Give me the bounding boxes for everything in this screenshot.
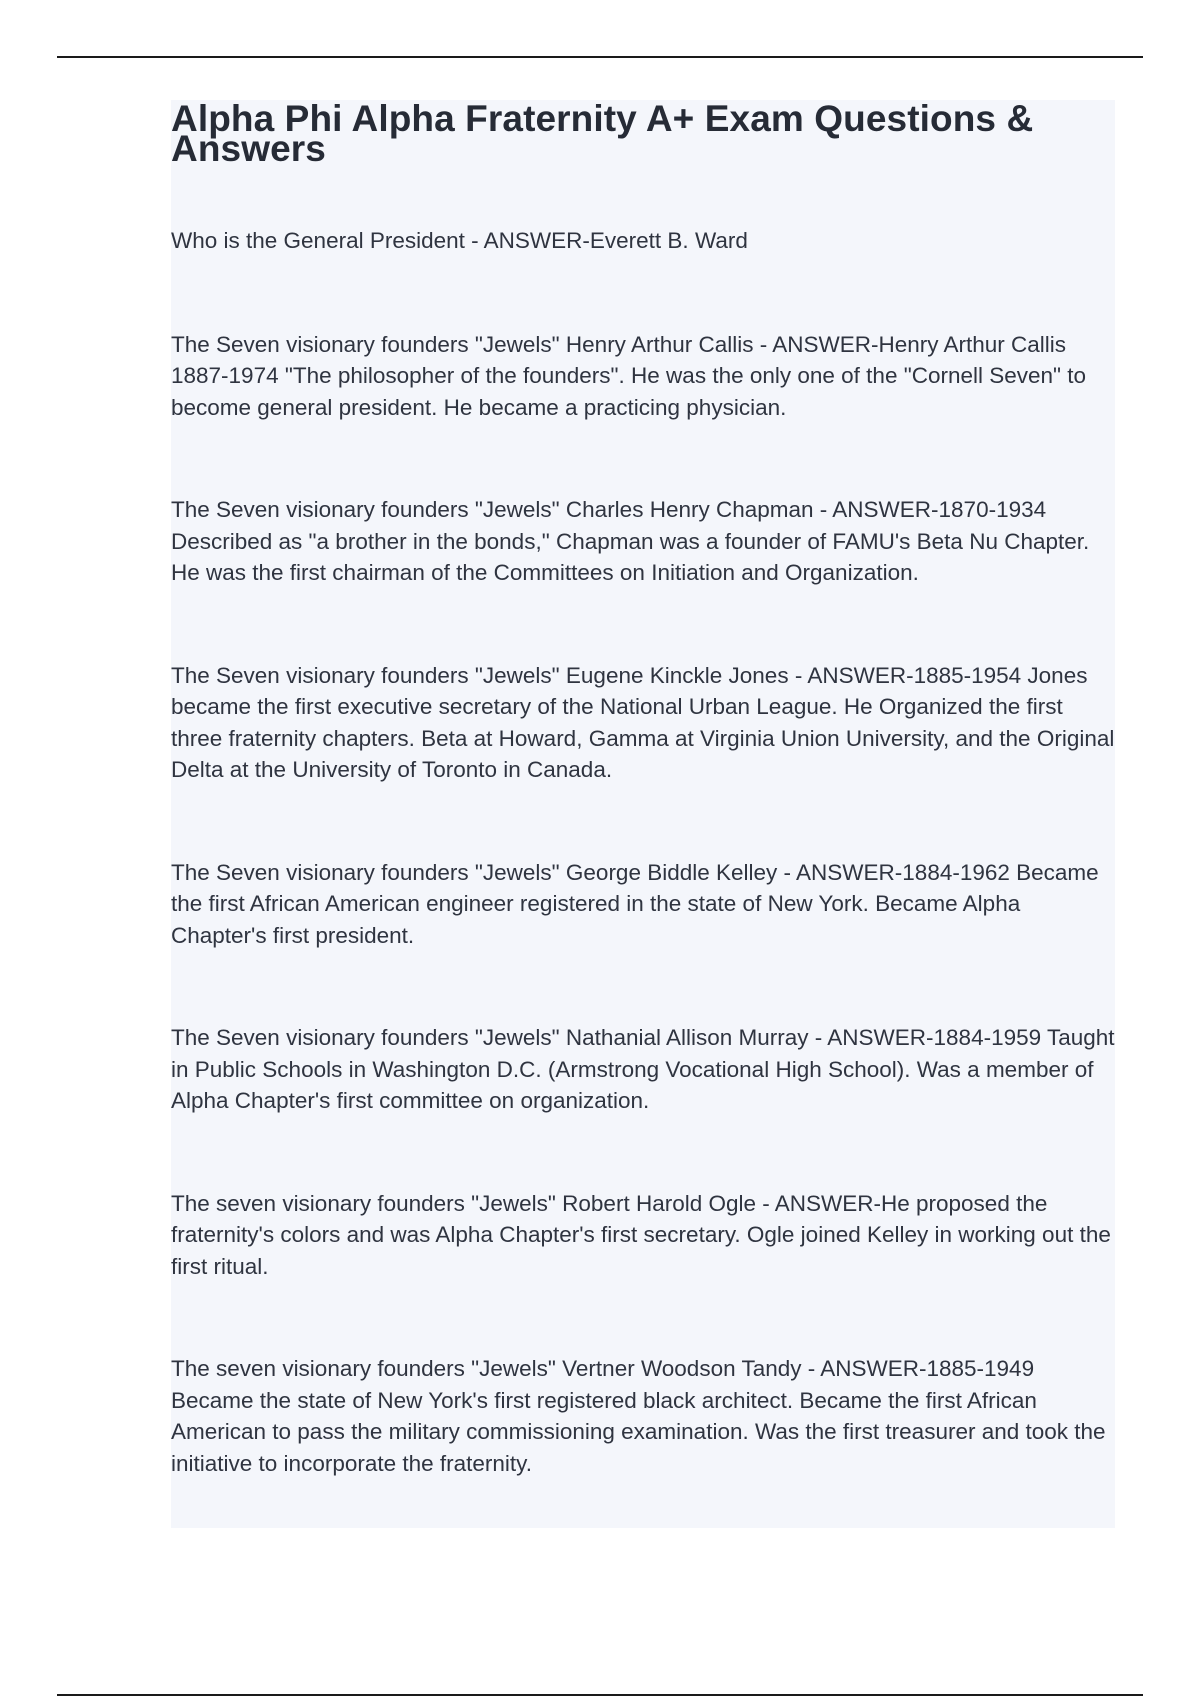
bottom-divider bbox=[57, 1694, 1143, 1696]
qa-item-callis: The Seven visionary founders "Jewels" Henry Arthur Callis - ANSWER-Henry Arthur Callis 1887-1974 "The philosopher of the founders". He was the only one of the "Cornell Seven" to become general president. He became a practicing physician. bbox=[171, 331, 1087, 420]
qa-item-murray: The Seven visionary founders "Jewels" Nathanial Allison Murray - ANSWER-1884-1959 Taught in Public Schools in Washington D.C. (Armstrong Vocational High School). Was a member of Alpha Chapter's first committee on organization. bbox=[171, 1025, 1115, 1113]
qa-item-general-president: Who is the General President - ANSWER-Everett B. Ward bbox=[171, 228, 748, 253]
qa-item-kelley: The Seven visionary founders "Jewels" George Biddle Kelley - ANSWER-1884-1962 Became the first African American engineer registered in the state of New York. Became Alpha Chapter's first president. bbox=[171, 859, 1099, 948]
qa-item-jones: The Seven visionary founders "Jewels" Eugene Kinckle Jones - ANSWER-1885-1954 Jones became the first executive secretary of the National Urban League. He Organized the first three fraternity chapters. Beta at Howard, Gamma at Virginia Union University, and the Original Delta at the University of Toronto in Canada. bbox=[171, 662, 1115, 782]
qa-list bbox=[171, 225, 1115, 1550]
document-body bbox=[171, 100, 1115, 1528]
document-title: Alpha Phi Alpha Fraternity A+ Exam Questions & Answers bbox=[171, 98, 1034, 169]
top-divider bbox=[57, 56, 1143, 58]
qa-item-tandy: The seven visionary founders "Jewels" Vertner Woodson Tandy - ANSWER-1885-1949 Became the state of New York's first registered black architect. Became the first African American to pass the military commissioning examination. Was the first treasurer and took the initiative to incorporate the fraternity. bbox=[171, 1356, 1106, 1476]
qa-item-ogle: The seven visionary founders "Jewels" Robert Harold Ogle - ANSWER-He proposed the fraternity's colors and was Alpha Chapter's first secretary. Ogle joined Kelley in working out the first ritual. bbox=[171, 1190, 1111, 1279]
qa-item-chapman: The Seven visionary founders "Jewels" Charles Henry Chapman - ANSWER-1870-1934 Described as "a brother in the bonds," Chapman was a founder of FAMU's Beta Nu Chapter. He was the first chairman of the Committees on Initiation and Organization. bbox=[171, 497, 1090, 585]
